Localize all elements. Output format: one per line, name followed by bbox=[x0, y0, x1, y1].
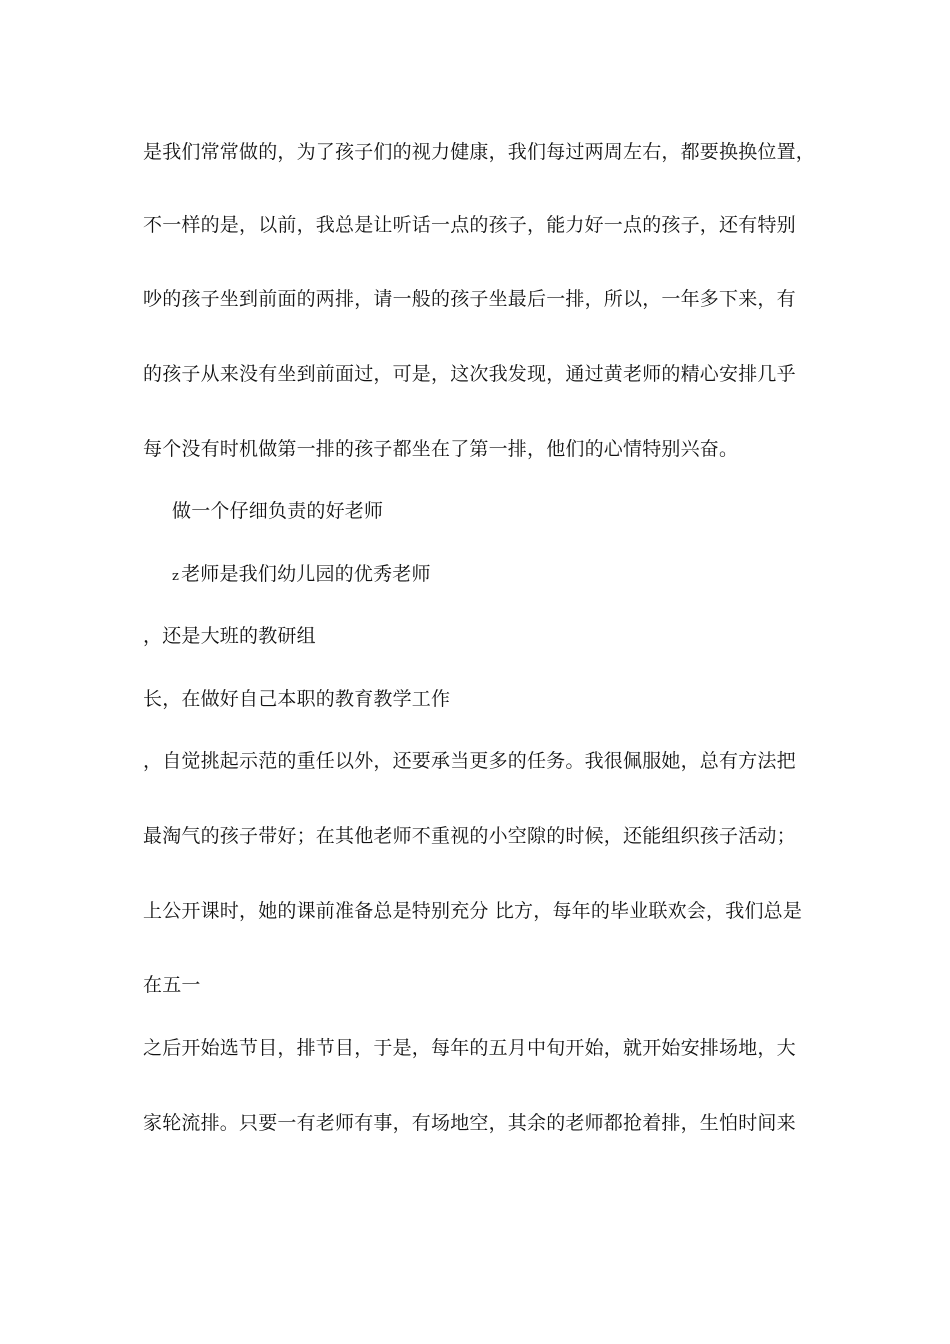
line-prefix-char: z bbox=[172, 569, 180, 584]
paragraph-line-8: ，还是大班的教研组 bbox=[143, 625, 316, 647]
paragraph-line-7 bbox=[172, 561, 431, 590]
paragraph-line-5: 每个没有时机做第一排的孩子都坐在了第一排，他们的心情特别兴奋。 bbox=[143, 438, 739, 460]
paragraph-line-12: 上公开课时，她的课前准备总是特别充分 比方，每年的毕业联欢会，我们总是 bbox=[143, 900, 803, 922]
line-7-text: 老师是我们幼儿园的优秀老师 bbox=[181, 563, 431, 585]
paragraph-line-10: ，自觉挑起示范的重任以外，还要承当更多的任务。我很佩服她，总有方法把 bbox=[143, 750, 796, 772]
paragraph-line-9: 长，在做好自己本职的教育教学工作 bbox=[143, 688, 451, 710]
paragraph-line-2: 不一样的是，以前，我总是让听话一点的孩子，能力好一点的孩子，还有特别 bbox=[143, 214, 796, 236]
paragraph-line-11: 最淘气的孩子带好；在其他老师不重视的小空隙的时候，还能组织孩子活动； bbox=[143, 825, 796, 847]
paragraph-line-14: 之后开始选节目，排节目，于是，每年的五月中旬开始，就开始安排场地，大 bbox=[143, 1037, 796, 1059]
section-heading: 做一个仔细负责的好老师 bbox=[172, 500, 384, 522]
paragraph-line-3: 吵的孩子坐到前面的两排，请一般的孩子坐最后一排，所以，一年多下来，有 bbox=[143, 288, 796, 310]
paragraph-line-13: 在五一 bbox=[143, 974, 201, 996]
paragraph-line-1: 是我们常常做的，为了孩子们的视力健康，我们每过两周左右，都要换换位置， bbox=[143, 141, 816, 163]
paragraph-line-4: 的孩子从来没有坐到前面过，可是，这次我发现，通过黄老师的精心安排几乎 bbox=[143, 363, 796, 385]
paragraph-line-15: 家轮流排。只要一有老师有事，有场地空，其余的老师都抢着排，生怕时间来 bbox=[143, 1112, 796, 1134]
